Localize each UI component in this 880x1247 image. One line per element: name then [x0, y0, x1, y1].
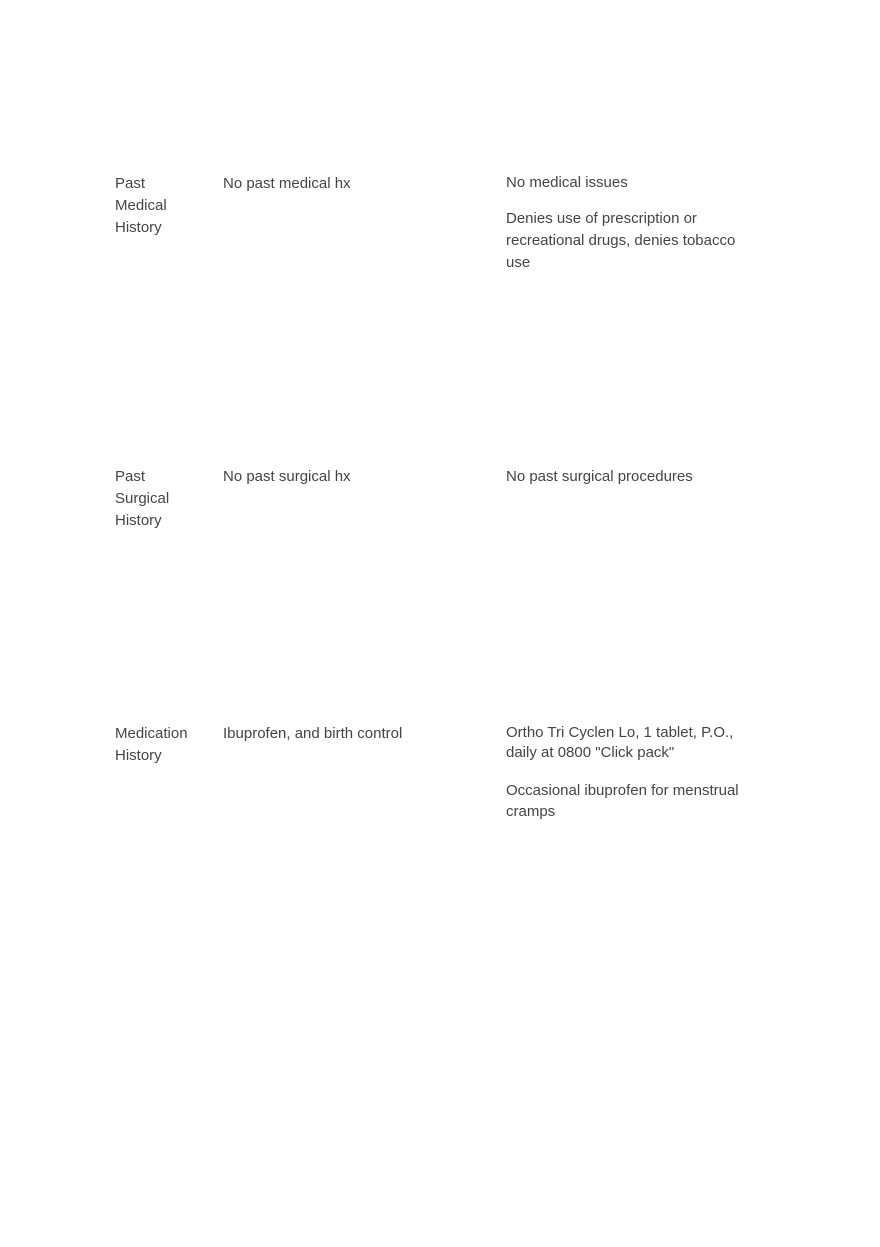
detail-entry [506, 172, 756, 274]
label-line: History [115, 219, 162, 236]
brief-entry: No past medical hx [223, 175, 351, 192]
detail-paragraph: Ortho Tri Cyclen Lo, 1 tablet, P.O., daily at 0800 "Click pack" [506, 724, 734, 761]
label-line: Past [115, 468, 146, 485]
label-line: Medical [115, 197, 167, 214]
row-label [115, 466, 210, 532]
brief-entry: No past surgical hx [223, 468, 351, 485]
row-label [115, 723, 210, 767]
label-line: History [115, 512, 162, 529]
label-line: Surgical [115, 490, 170, 507]
label-line: History [115, 747, 162, 764]
row-label [115, 173, 210, 239]
detail-entry [506, 723, 756, 822]
detail-entry [506, 466, 756, 487]
detail-paragraph: Denies use of prescription or recreational drugs, denies tobacco use [506, 210, 736, 271]
label-line: Past [115, 175, 146, 192]
detail-paragraph: No medical issues [506, 174, 628, 191]
label-line: Medication [115, 725, 188, 742]
detail-paragraph: Occasional ibuprofen for menstrual cramps [506, 782, 739, 820]
detail-paragraph: No past surgical procedures [506, 468, 693, 485]
brief-entry: Ibuprofen, and birth control [223, 725, 403, 742]
